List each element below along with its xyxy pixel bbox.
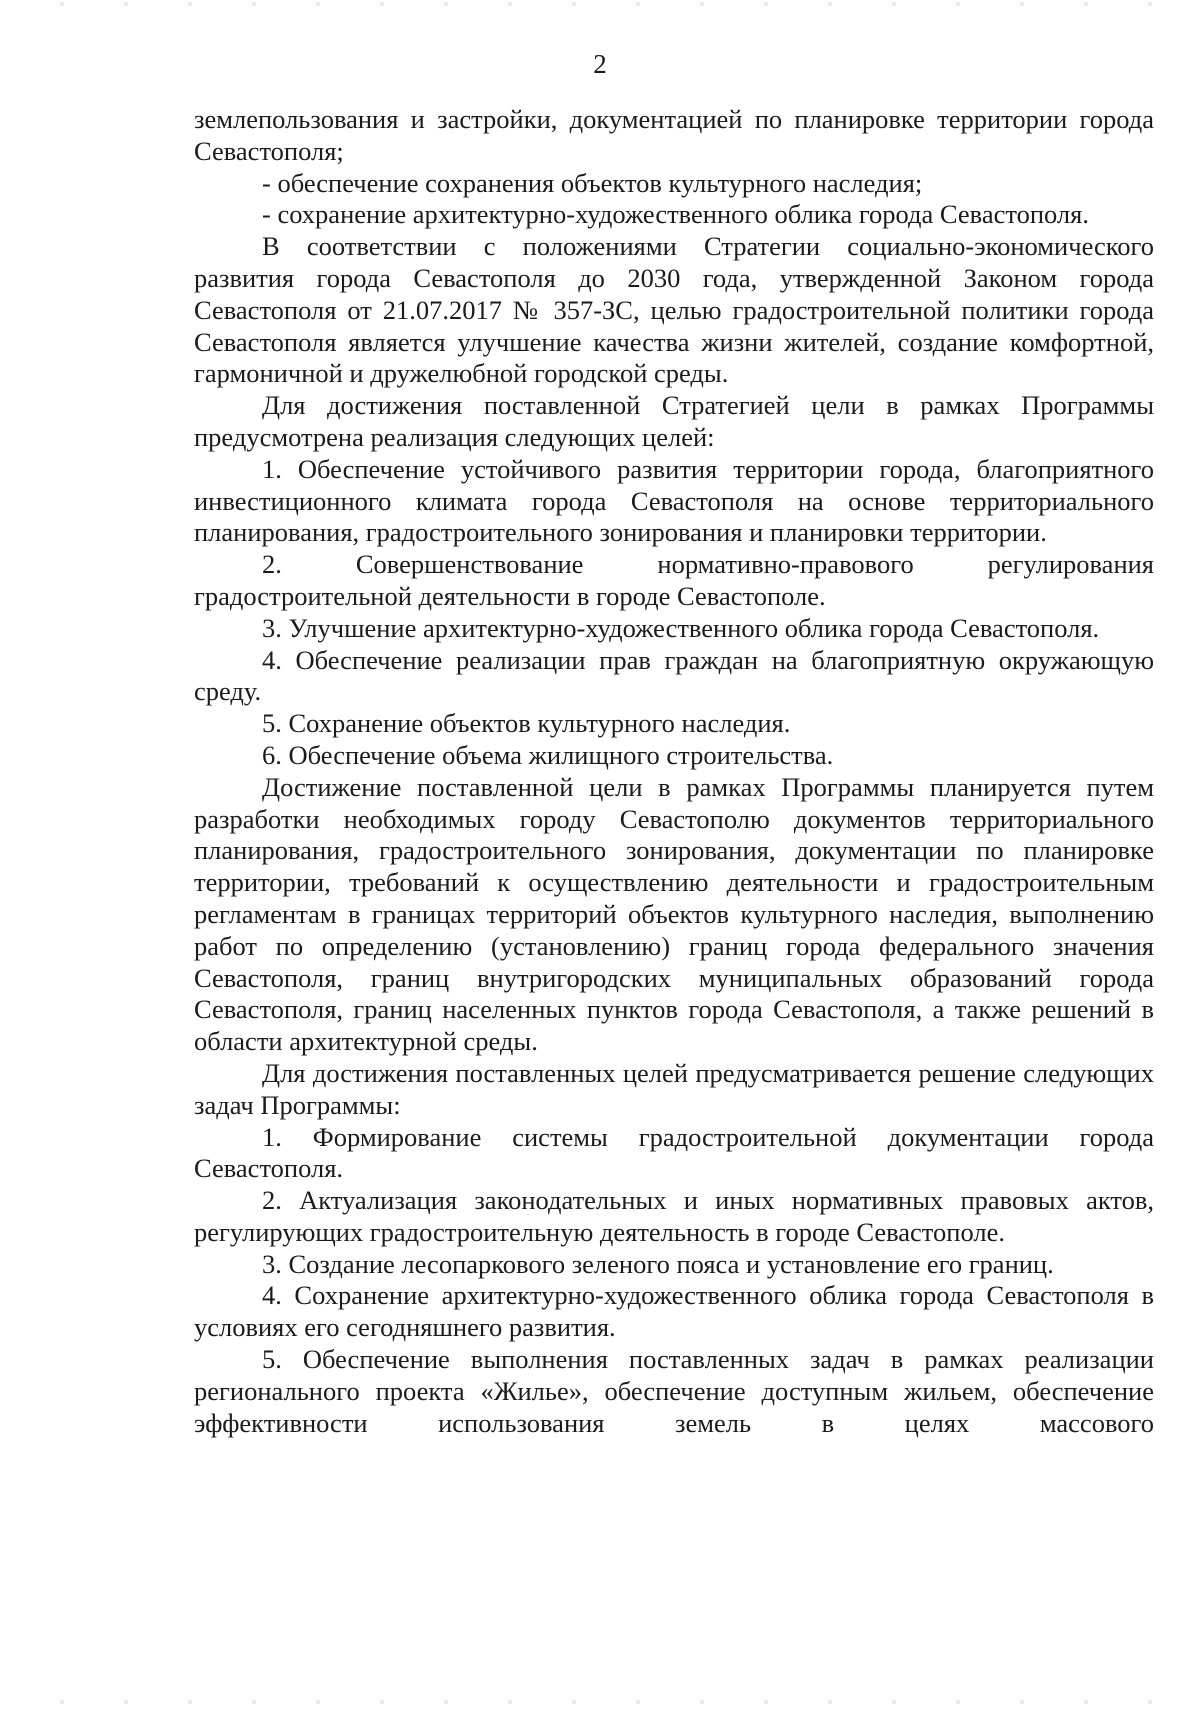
goal-item-3: 3. Улучшение архитектурно-художественного облика города Севастополя. xyxy=(262,612,1100,643)
goal-item-4: 4. Обеспечение реализации прав граждан на благоприятную окружающую среду. xyxy=(194,644,1154,707)
task-item-5: 5. Обеспечение выполнения поставленных задач в рамках реализации регионального проекта «Жилье», обеспечение доступным жильем, обеспечение эффективности использования земель в целях массового xyxy=(194,1344,1154,1438)
document-body xyxy=(194,104,1154,1439)
page-number: 2 xyxy=(593,49,607,79)
paragraph-achievement: Достижение поставленной цели в рамках Программы планируется путем разработки необходимых городу Севастополю документов территориального планирования, градостроительного зонирования, документации по планировке территории, требований к осуществлению деятельности и градостроительным регламентам в границах территорий объектов культурного наследия, выполнению работ по определению (установлению) границ города федерального значения Севастополя, границ внутригородских муниципальных образований города Севастополя, границ населенных пунктов города Севастополя, а также решений в области архитектурной среды. xyxy=(194,771,1154,1057)
goal-item-6: 6. Обеспечение объема жилищного строительства. xyxy=(262,739,834,770)
list-item-heritage: - обеспечение сохранения объектов культурного наследия; xyxy=(262,167,923,198)
goal-item-1: 1. Обеспечение устойчивого развития территории города, благоприятного инвестиционного климата города Севастополя на основе территориального планирования, градостроительного зонирования и планировки территории. xyxy=(194,453,1154,548)
scan-edge-top xyxy=(0,2,1200,6)
goal-item-2: 2. Совершенствование нормативно-правового регулирования градостроительной деятельности в городе Севастополе. xyxy=(194,549,1154,611)
list-item-appearance: - сохранение архитектурно-художественного облика города Севастополя. xyxy=(262,199,1089,230)
paragraph-goals-intro: Для достижения поставленной Стратегией цели в рамках Программы предусмотрена реализация следующих целей: xyxy=(194,390,1154,452)
task-item-2: 2. Актуализация законодательных и иных нормативных правовых актов, регулирующих градостроительную деятельность в городе Севастополе. xyxy=(194,1185,1154,1247)
paragraph-strategy: В соответствии с положениями Стратегии социально-экономического развития города Севастополя до 2030 года, утвержденной Законом города Севастополя от 21.07.2017 № 357-ЗС, целью градостроительной политики города Севастополя является улучшение качества жизни жителей, создание комфортной, гармоничной и дружелюбной городской среды. xyxy=(194,231,1154,389)
task-item-4: 4. Сохранение архитектурно-художественного облика города Севастополя в условиях его сегодняшнего развития. xyxy=(194,1280,1154,1343)
task-item-3: 3. Создание лесопаркового зеленого пояса и установление его границ. xyxy=(262,1248,1054,1279)
paragraph-tasks-intro: Для достижения поставленных целей предусматривается решение следующих задач Программы: xyxy=(194,1057,1154,1120)
scan-edge-bottom xyxy=(0,1700,1200,1704)
task-item-1: 1. Формирование системы градостроительной документации города Севастополя. xyxy=(194,1121,1154,1184)
goal-item-5: 5. Сохранение объектов культурного наследия. xyxy=(262,708,791,739)
paragraph-continuation: землепользования и застройки, документацией по планировке территории города Севастополя; xyxy=(194,104,1154,166)
